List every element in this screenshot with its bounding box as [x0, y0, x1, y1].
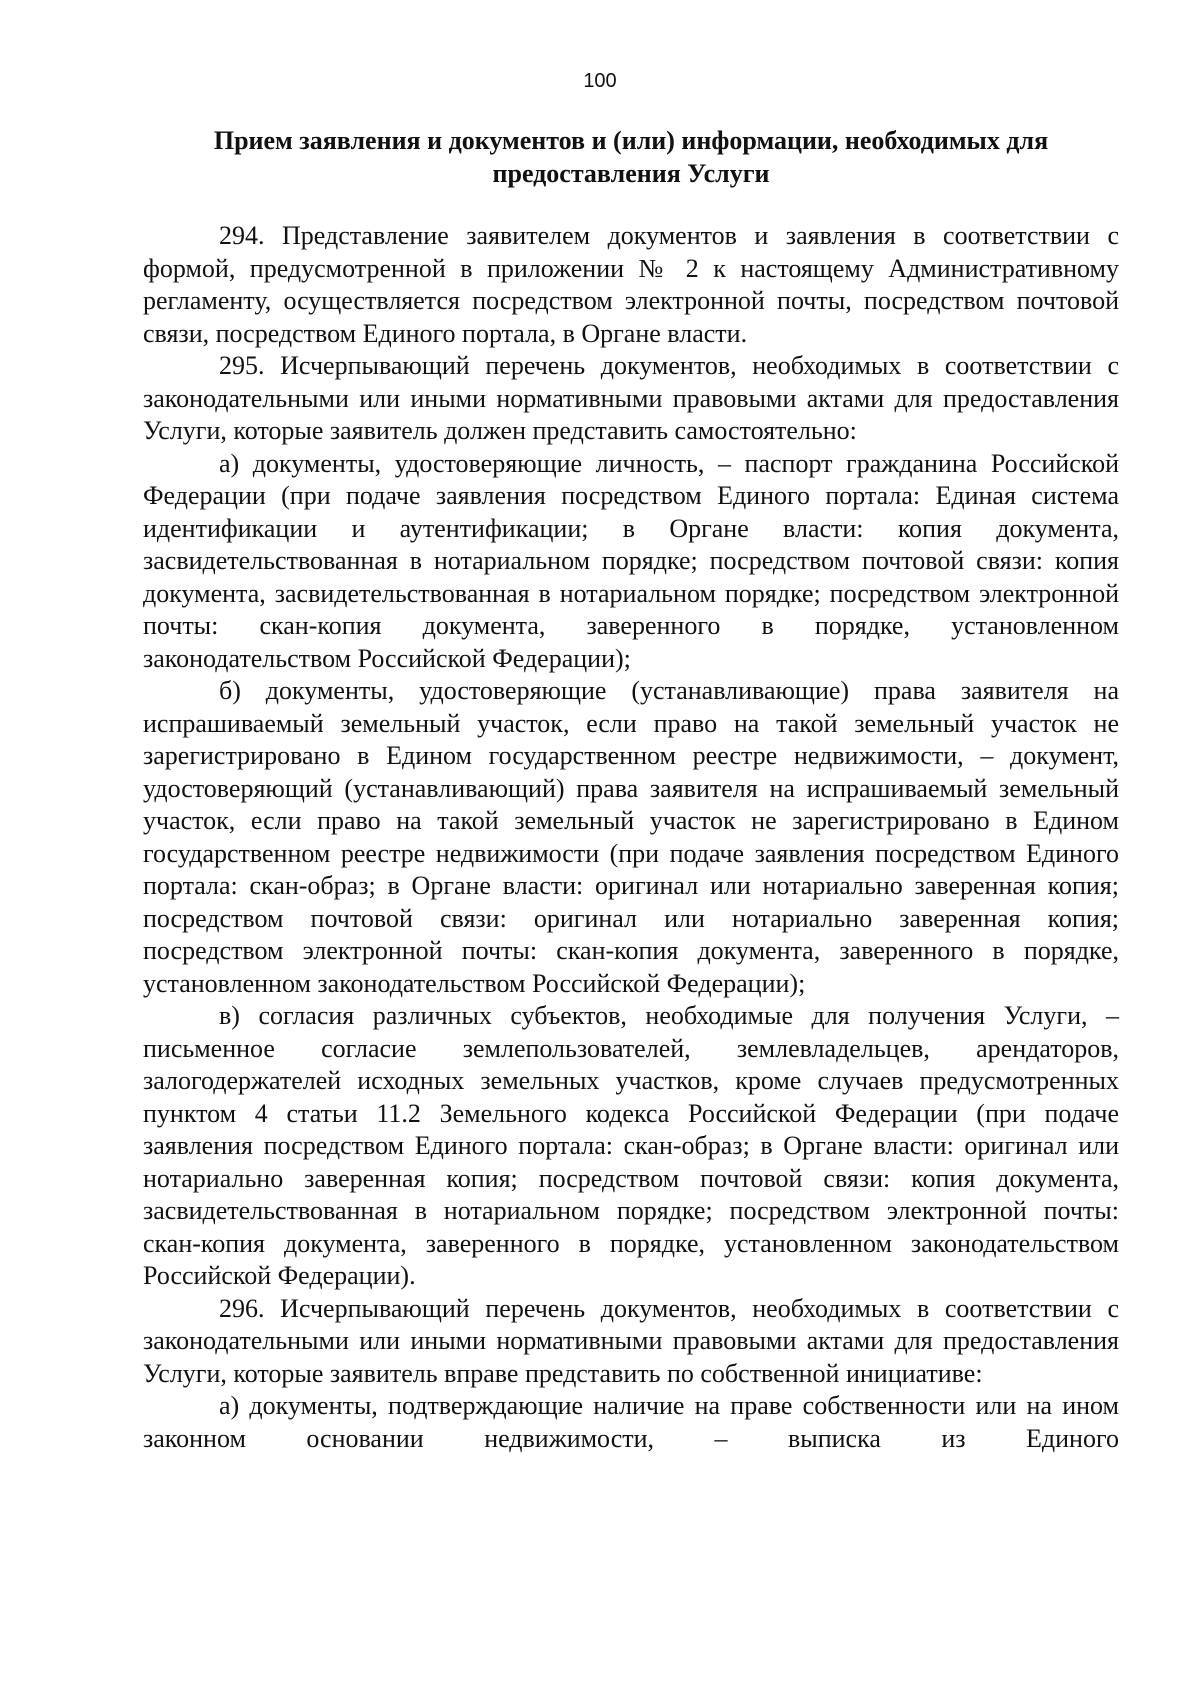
paragraph-295-item-b: б) документы, удостоверяющие (устанавливающие) права заявителя на испрашиваемый земельный участок, если право на такой земельный участок не зарегистрировано в Едином государственном реестре недвижимости, – документ, удостоверяющий (устанавливающий) права заявителя на испрашиваемый земельный участок, если право на такой земельный участок не зарегистрировано в Едином государственном реестре недвижимости (при подаче заявления посредством Единого портала: скан-образ; в Органе власти: оригинал или нотариально заверенная копия; посредством почтовой связи: оригинал или нотариально заверенная копия; посредством электронной почты: скан-копия документа, заверенного в порядке, установленном законодательством Российской Федерации);	[143, 676, 1119, 998]
document-body	[143, 124, 1119, 1455]
section-title-line-1: Прием заявления и документов и (или) информации, необходимых для	[213, 126, 1049, 155]
paragraph-295-item-v: в) согласия различных субъектов, необходимые для получения Услуги, – письменное согласие землепользователей, землевладельцев, арендаторов, залогодержателей исходных земельных участков, кроме случаев предусмотренных пунктом 4 статьи 11.2 Земельного кодекса Российской Федерации (при подаче заявления посредством Единого портала: скан-образ; в Органе власти: оригинал или нотариально заверенная копия; посредством почтовой связи: копия документа, засвидетельствованная в нотариальном порядке; посредством электронной почты: скан-копия документа, заверенного в порядке, установленном законодательством Российской Федерации).	[143, 1001, 1119, 1290]
paragraph-296: 296. Исчерпывающий перечень документов, необходимых в соответствии с законодательными или иными нормативными правовыми актами для предоставления Услуги, которые заявитель вправе представить по собственной инициативе:	[143, 1293, 1119, 1388]
paragraph-295: 295. Исчерпывающий перечень документов, необходимых в соответствии с законодательными или иными нормативными правовыми актами для предоставления Услуги, которые заявитель должен представить самостоятельно:	[143, 351, 1119, 445]
section-title-line-2: предоставления Услуги	[492, 159, 770, 188]
paragraph-295-item-a: а) документы, удостоверяющие личность, – паспорт гражданина Российской Федерации (при подаче заявления посредством Единого портала: Единая система идентификации и аутентификации; в Органе власти: копия документа, засвидетельствованная в нотариальном порядке; посредством почтовой связи: копия документа, засвидетельствованная в нотариальном порядке; посредством электронной почты: скан-копия документа, заверенного в порядке, установленном законодательством Российской Федерации);	[143, 448, 1119, 673]
paragraph-296-item-a: а) документы, подтверждающие наличие на праве собственности или на ином законном основании недвижимости, – выписка из Единого	[143, 1391, 1119, 1453]
paragraph-294: 294. Представление заявителем документов и заявления в соответствии с формой, предусмотренной в приложении № 2 к настоящему Административному регламенту, осуществляется посредством электронной почты, посредством почтовой связи, посредством Единого портала, в Органе власти.	[143, 221, 1119, 348]
section-title	[143, 124, 1119, 190]
page-number: 100	[583, 70, 617, 92]
